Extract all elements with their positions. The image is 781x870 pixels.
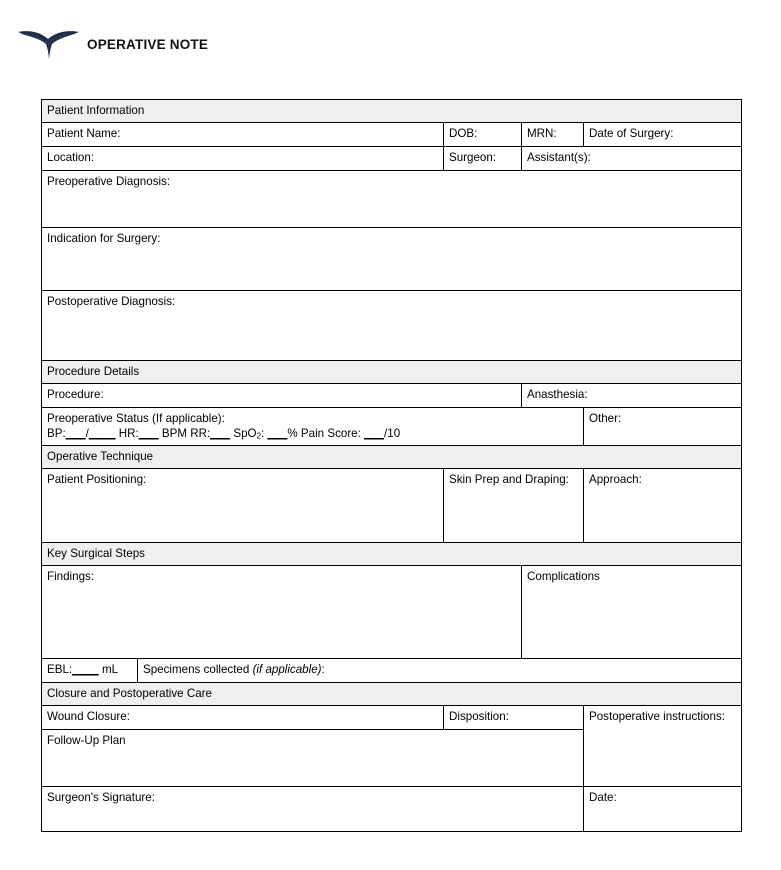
row-operative-technique [42, 469, 742, 543]
section-label-procedure-details: Procedure Details [42, 361, 742, 384]
field-dob[interactable]: DOB: [444, 123, 522, 147]
field-ebl[interactable] [42, 659, 138, 683]
wing-bird-logo-icon [17, 27, 81, 61]
row-patient-name [42, 123, 742, 147]
field-location[interactable]: Location: [42, 147, 444, 171]
field-mrn[interactable]: MRN: [522, 123, 584, 147]
vitals-bp-separator: / [85, 427, 89, 441]
section-header-procedure-details [42, 361, 742, 384]
section-header-key-surgical-steps [42, 543, 742, 566]
field-other[interactable]: Other: [584, 408, 742, 446]
field-preoperative-status[interactable] [42, 408, 584, 446]
vitals-bp-systolic-blank[interactable]: ___ [65, 427, 86, 441]
document-header [0, 0, 781, 88]
vitals-spo2-unit: % [287, 427, 298, 441]
field-procedure[interactable]: Procedure: [42, 384, 522, 408]
field-date[interactable]: Date: [584, 787, 742, 832]
ebl-label: EBL: [47, 663, 73, 677]
row-ebl-specimens [42, 659, 742, 683]
field-approach[interactable]: Approach: [584, 469, 742, 543]
vitals-hr-blank[interactable]: ___ [138, 427, 159, 441]
specimens-collected-colon: : [321, 663, 325, 677]
field-patient-positioning[interactable]: Patient Positioning: [42, 469, 444, 543]
vitals-bp-label: BP: [47, 427, 66, 441]
vitals-hr-label: HR: [118, 427, 139, 441]
section-header-patient-information [42, 100, 742, 123]
field-disposition[interactable]: Disposition: [444, 706, 584, 730]
vitals-spo2-label: SpO [233, 427, 257, 441]
vitals-pain-score-blank[interactable]: ___ [364, 427, 385, 441]
section-header-closure-postoperative-care [42, 683, 742, 706]
vitals-spo2-blank[interactable]: ___ [267, 427, 288, 441]
field-skin-prep-and-draping[interactable]: Skin Prep and Draping: [444, 469, 584, 543]
row-postoperative-diagnosis [42, 291, 742, 361]
row-procedure [42, 384, 742, 408]
row-wound-closure [42, 706, 742, 730]
field-specimens-collected[interactable] [138, 659, 742, 683]
field-follow-up-plan[interactable]: Follow-Up Plan [42, 730, 584, 787]
vitals-bp-diastolic-blank[interactable]: ____ [88, 427, 116, 441]
field-surgeons-signature[interactable]: Surgeon's Signature: [42, 787, 584, 832]
vitals-line[interactable] [47, 426, 579, 442]
field-wound-closure[interactable]: Wound Closure: [42, 706, 444, 730]
operative-note-form [41, 99, 742, 832]
vitals-spo2-colon: : [260, 427, 265, 441]
row-indication-for-surgery [42, 228, 742, 291]
field-anasthesia[interactable]: Anasthesia: [522, 384, 742, 408]
section-label-operative-technique: Operative Technique [42, 446, 742, 469]
vitals-pain-score-scale: /10 [384, 427, 401, 441]
field-surgeon[interactable]: Surgeon: [444, 147, 522, 171]
specimens-collected-qualifier: (if applicable) [252, 663, 322, 677]
ebl-blank[interactable]: ____ [72, 663, 99, 677]
field-findings[interactable]: Findings: [42, 566, 522, 659]
vitals-bpm-rr-label: BPM RR: [161, 427, 211, 441]
vitals-pain-score-label: Pain Score: [300, 427, 361, 441]
specimens-collected-label: Specimens collected [143, 663, 253, 677]
field-date-of-surgery[interactable]: Date of Surgery: [584, 123, 742, 147]
vitals-rr-blank[interactable]: ___ [210, 427, 231, 441]
row-preoperative-status [42, 408, 742, 446]
field-postoperative-instructions[interactable]: Postoperative instructions: [584, 706, 742, 787]
row-preoperative-diagnosis [42, 171, 742, 228]
vitals-spo2-subscript: 2 [256, 432, 261, 442]
section-label-key-surgical-steps: Key Surgical Steps [42, 543, 742, 566]
field-patient-name[interactable]: Patient Name: [42, 123, 444, 147]
section-label-closure-postoperative-care: Closure and Postoperative Care [42, 683, 742, 706]
ebl-unit: mL [101, 663, 119, 677]
preoperative-status-label: Preoperative Status (If applicable): [47, 412, 225, 425]
field-complications[interactable]: Complications [522, 566, 742, 659]
row-location [42, 147, 742, 171]
section-header-operative-technique [42, 446, 742, 469]
page-title: OPERATIVE NOTE [87, 36, 209, 52]
row-signature [42, 787, 742, 832]
field-assistants[interactable]: Assistant(s): [522, 147, 742, 171]
field-indication-for-surgery[interactable]: Indication for Surgery: [42, 228, 742, 291]
row-findings-complications [42, 566, 742, 659]
field-preoperative-diagnosis[interactable]: Preoperative Diagnosis: [42, 171, 742, 228]
field-postoperative-diagnosis[interactable]: Postoperative Diagnosis: [42, 291, 742, 361]
section-label-patient-information: Patient Information [42, 100, 742, 123]
